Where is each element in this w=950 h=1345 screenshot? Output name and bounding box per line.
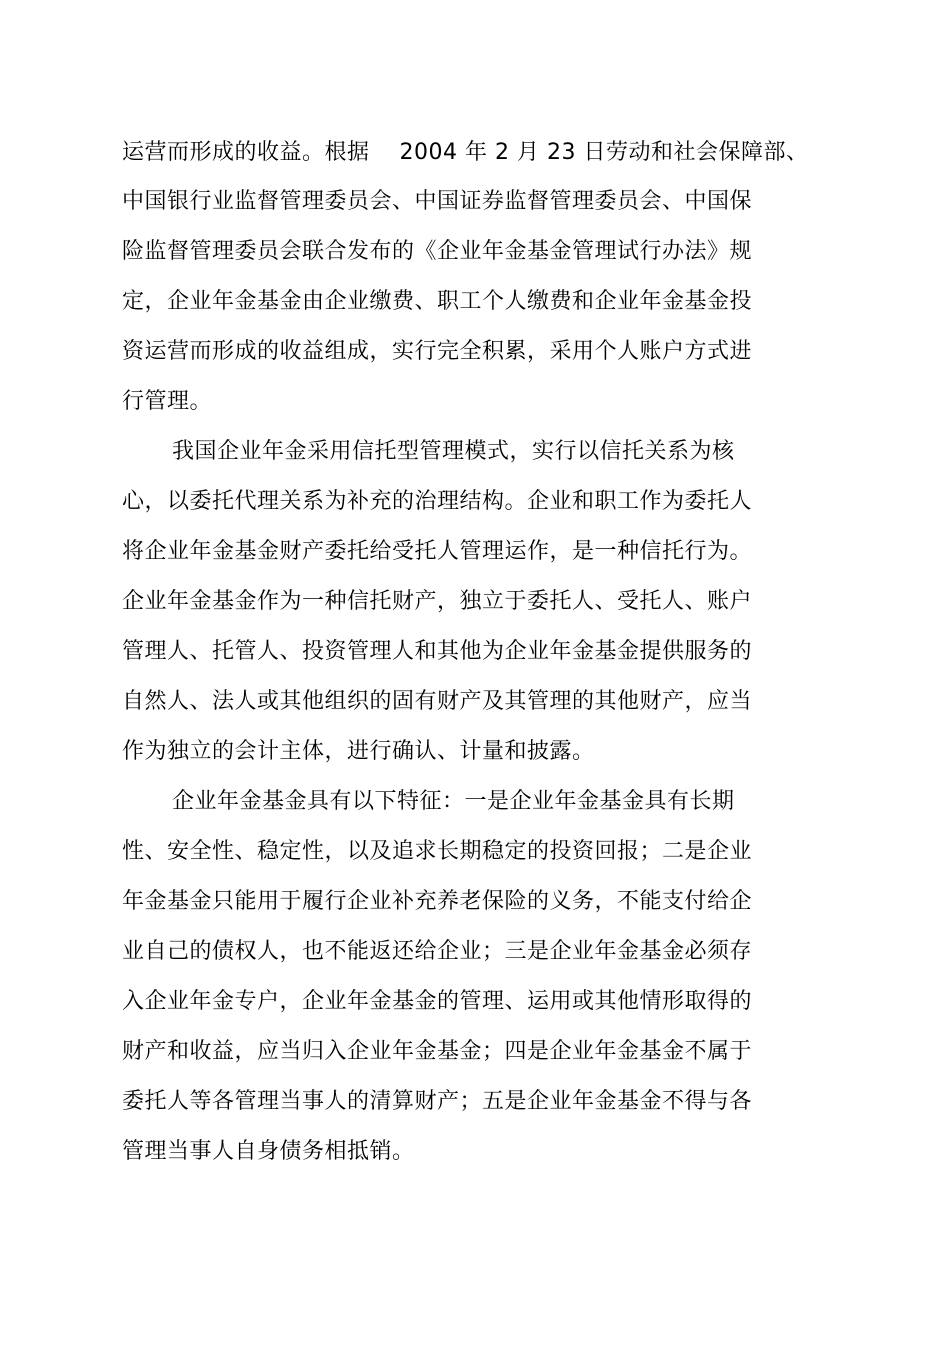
paragraph-first-line: 企业年金基金具有以下特征：一是企业年金基金具有长期	[172, 789, 735, 814]
text-line: 入企业年金专户，企业年金基金的管理、运用或其他情形取得的	[122, 989, 753, 1014]
text-line: 企业年金基金作为一种信托财产，独立于委托人、受托人、账户	[122, 589, 753, 614]
text-line: 险监督管理委员会联合发布的《企业年金基金管理试行办法》规	[122, 239, 753, 264]
text-line: 业自己的债权人，也不能返还给企业；三是企业年金基金必须存	[122, 939, 753, 964]
text-line: 年金基金只能用于履行企业补充养老保险的义务，不能支付给企	[122, 889, 753, 914]
text-line: 中国银行业监督管理委员会、中国证券监督管理委员会、中国保	[122, 189, 753, 214]
text-line: 将企业年金基金财产委托给受托人管理运作，是一种信托行为。	[122, 539, 753, 564]
text-line: 财产和收益，应当归入企业年金基金；四是企业年金基金不属于	[122, 1039, 753, 1064]
paragraph-first-line: 我国企业年金采用信托型管理模式，实行以信托关系为核	[172, 439, 735, 464]
text-line: 性、安全性、稳定性，以及追求长期稳定的投资回报；二是企业	[122, 839, 753, 864]
text-line: 自然人、法人或其他组织的固有财产及其管理的其他财产，应当	[122, 689, 753, 714]
text-line: 作为独立的会计主体，进行确认、计量和披露。	[122, 739, 595, 764]
text-line: 管理当事人自身债务相抵销。	[122, 1139, 415, 1164]
text-line: 定，企业年金基金由企业缴费、职工个人缴费和企业年金基金投	[122, 289, 753, 314]
text-line: 行管理。	[122, 389, 213, 414]
text-line: 运营而形成的收益。根据 2004 年 2 月 23 日劳动和社会保障部、	[122, 140, 809, 165]
text-line: 心，以委托代理关系为补充的治理结构。企业和职工作为委托人	[122, 489, 753, 514]
text-line: 资运营而形成的收益组成，实行完全积累，采用个人账户方式进	[122, 339, 753, 364]
text-line: 委托人等各管理当事人的清算财产；五是企业年金基金不得与各	[122, 1089, 753, 1114]
text-line: 管理人、托管人、投资管理人和其他为企业年金基金提供服务的	[122, 639, 753, 664]
